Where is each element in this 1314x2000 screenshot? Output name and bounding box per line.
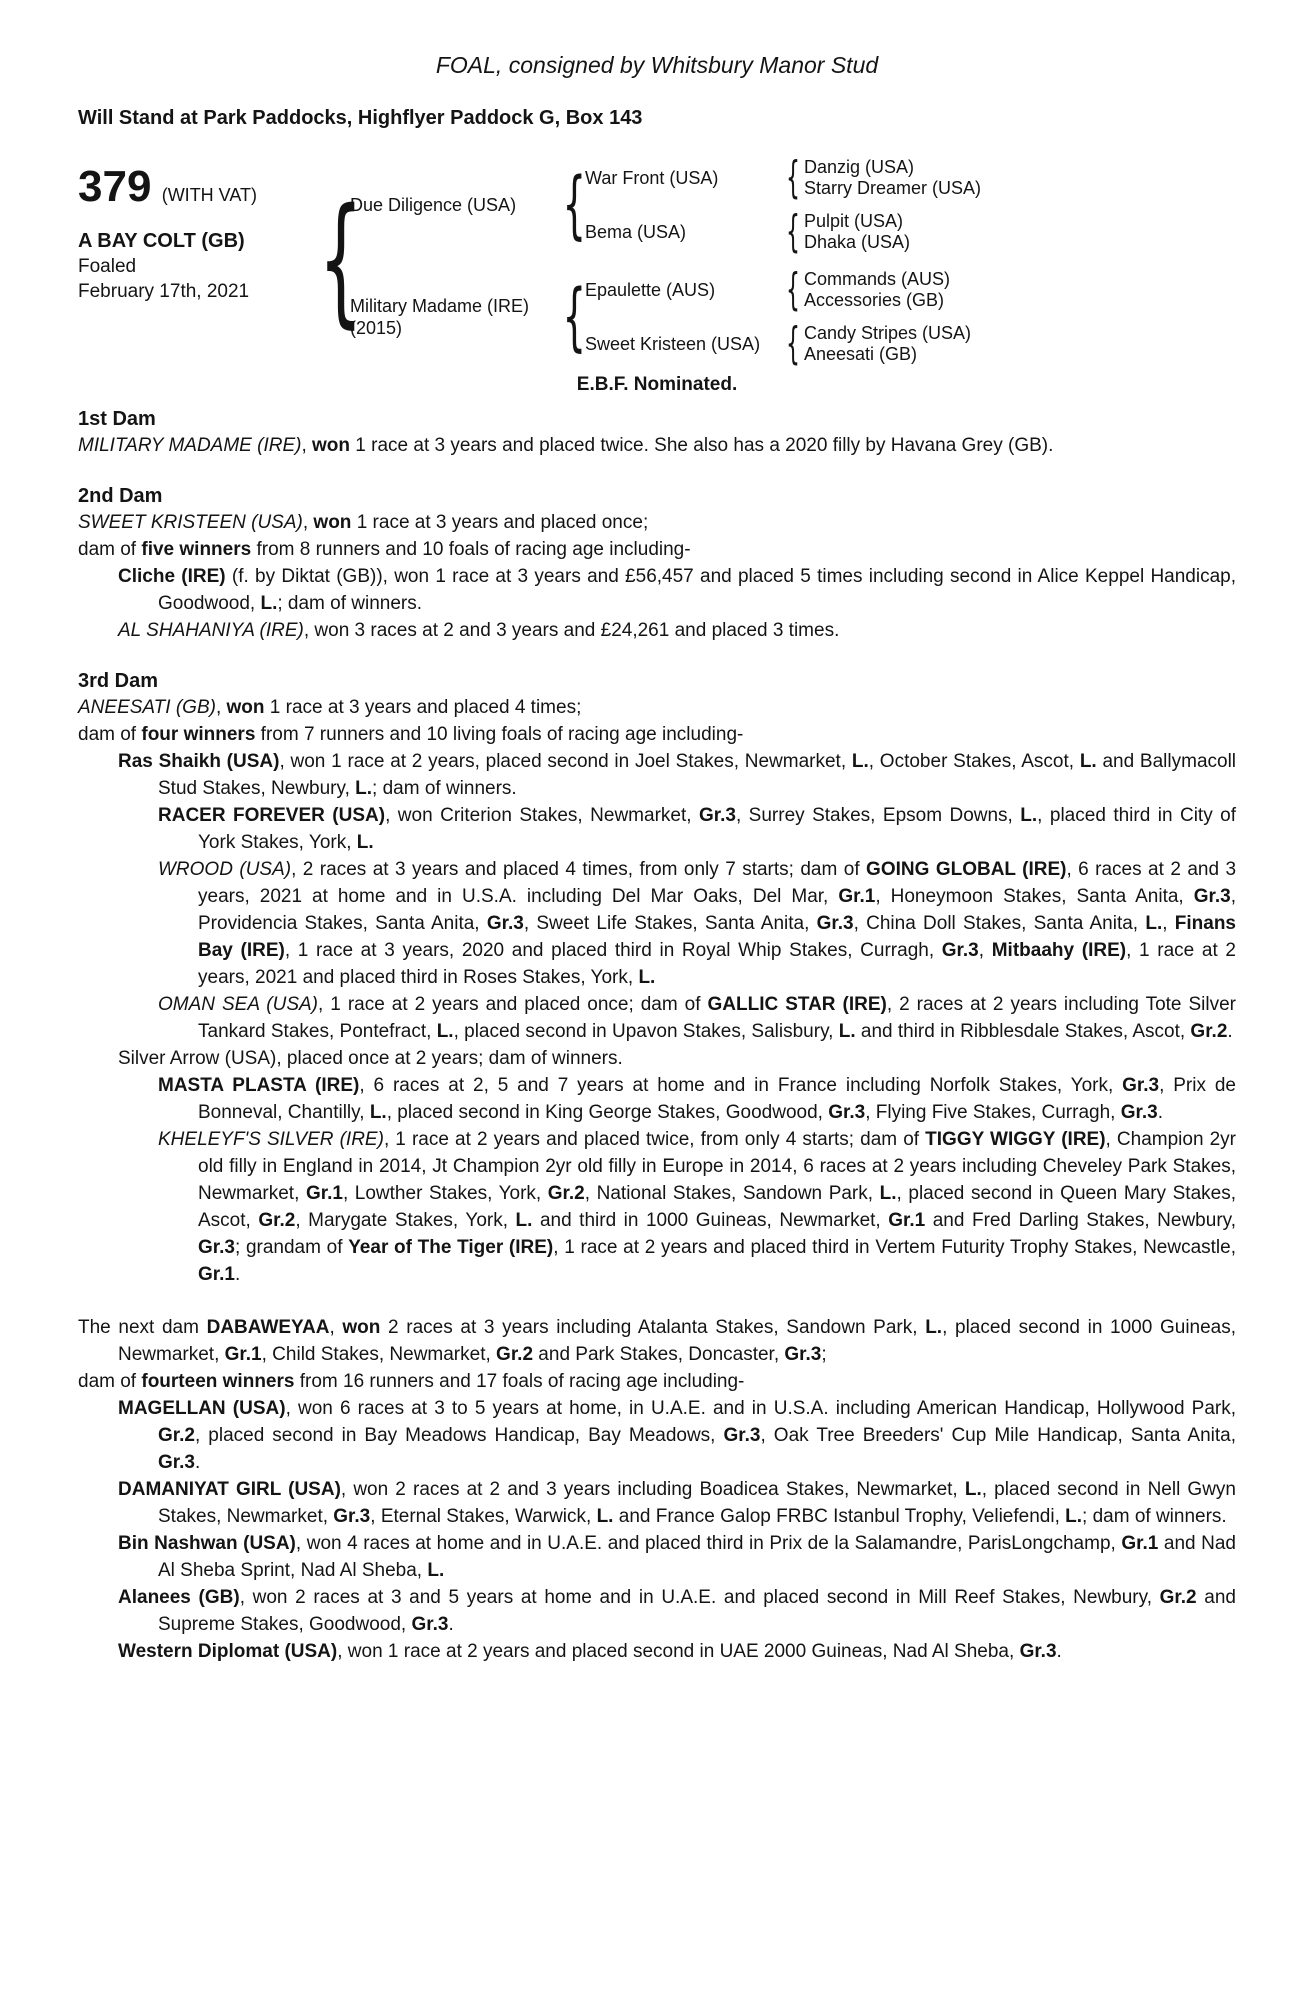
text-run: , Sweet Life Stakes, Santa Anita, xyxy=(523,913,817,934)
pedigree-brace-gen1: { xyxy=(318,179,364,342)
text-run: L. xyxy=(925,1317,943,1338)
text-run: L. xyxy=(1079,751,1097,772)
text-run: , 1 race at 2 years and placed third in Vertem Futurity Trophy Stakes, Newcastle, xyxy=(553,1237,1236,1258)
text-run: Gr.2 xyxy=(158,1425,195,1446)
text-run: Bin Nashwan (USA) xyxy=(118,1533,296,1554)
dam-group xyxy=(350,264,981,369)
text-run: Gr.3 xyxy=(1122,1075,1160,1096)
text-run: , Surrey Stakes, Epsom Downs, xyxy=(735,805,1021,826)
text-run: , Eternal Stakes, Warwick, xyxy=(370,1506,597,1527)
great-grandparent-name: Danzig (USA) xyxy=(804,157,915,177)
text-run: (f. by Diktat (GB)), won 1 race at 3 years and £56,457 and placed 5 times including second in Alice Keppel Handicap, Goodwood, xyxy=(158,566,1237,614)
great-grandparents-column xyxy=(804,323,971,365)
text-run: , 1 race at 3 years, 2020 and placed third in Royal Whip Stakes, Curragh, xyxy=(284,940,942,961)
text-run: DAMANIYAT GIRL (USA) xyxy=(118,1479,341,1500)
granddam-name: Bema (USA) xyxy=(585,221,687,242)
lot-number: 379 xyxy=(78,162,152,211)
text-run: , placed second in Upavon Stakes, Salisbury, xyxy=(453,1021,839,1042)
text-run: from 8 runners and 10 foals of racing age including- xyxy=(251,539,691,560)
text-run: Gr.2 xyxy=(496,1344,534,1365)
catalogue-paragraph xyxy=(78,617,1236,644)
great-grandparent-name: Starry Dreamer (USA) xyxy=(804,178,982,198)
text-run: , placed second in Queen Mary Stakes, Ascot, xyxy=(198,1183,1236,1231)
text-run: Gr.3 xyxy=(1019,1641,1057,1662)
text-run: Silver Arrow (USA), placed once at 2 years; dam of winners. xyxy=(118,1048,623,1069)
sire-group xyxy=(350,152,982,257)
text-run: MILITARY MADAME (IRE) xyxy=(78,435,302,456)
text-run: , 1 race at 2 years and placed once; dam of xyxy=(318,994,708,1015)
text-run: and Nad Al Sheba Sprint, Nad Al Sheba, xyxy=(158,1533,1236,1581)
pedigree-brace-gen3: { xyxy=(786,264,800,315)
text-run: Gr.3 xyxy=(333,1506,371,1527)
text-run: Gr.3 xyxy=(411,1614,449,1635)
text-run: and Ballymacoll Stud Stakes, Newbury, xyxy=(158,751,1237,799)
text-run: , xyxy=(1162,913,1175,934)
text-run: ANEESATI (GB) xyxy=(78,697,216,718)
catalogue-paragraph xyxy=(78,1476,1236,1530)
text-run: RACER FOREVER (USA) xyxy=(158,805,386,826)
text-run: , 1 race at 2 years and placed twice, from only 4 starts; dam of xyxy=(383,1129,926,1150)
text-run: from 7 runners and 10 living foals of racing age including- xyxy=(255,724,744,745)
section-next-dam xyxy=(78,1314,1236,1665)
text-run: , placed second in King George Stakes, Goodwood, xyxy=(386,1102,829,1123)
catalogue-paragraph xyxy=(78,1638,1236,1665)
text-run: , placed second in Nell Gwyn Stakes, Newmarket, xyxy=(158,1479,1236,1527)
catalogue-paragraph xyxy=(78,1584,1236,1638)
text-run: , Honeymoon Stakes, Santa Anita, xyxy=(875,886,1194,907)
granddam-group xyxy=(585,206,981,257)
text-run: , 2 races at 3 years and placed 4 times, from only 7 starts; dam of xyxy=(291,859,867,880)
text-run: , xyxy=(329,1317,343,1338)
text-run: won xyxy=(313,512,352,533)
text-run: Gr.3 xyxy=(723,1425,761,1446)
text-run: , China Doll Stakes, Santa Anita, xyxy=(853,913,1146,934)
text-run: Year of The Tiger (IRE) xyxy=(348,1237,554,1258)
text-run: Gr.3 xyxy=(698,805,736,826)
catalogue-paragraph xyxy=(78,1395,1236,1476)
text-run: fourteen winners xyxy=(141,1371,295,1392)
sire-name xyxy=(350,194,555,216)
text-run: 1 race at 3 years and placed twice. She also has a 2020 filly by Havana Grey (GB). xyxy=(350,435,1054,456)
text-run: and third in 1000 Guineas, Newmarket, xyxy=(532,1210,889,1231)
text-run: Gr.2 xyxy=(258,1210,296,1231)
dam-year: (2015) xyxy=(350,318,403,338)
text-run: Gr.1 xyxy=(888,1210,926,1231)
text-run: . xyxy=(1157,1102,1163,1123)
text-run: ; dam of winners. xyxy=(1082,1506,1227,1527)
catalogue-paragraph xyxy=(78,721,1236,748)
text-run: and Park Stakes, Doncaster, xyxy=(533,1344,785,1365)
text-run: Gr.3 xyxy=(784,1344,822,1365)
text-run: L. xyxy=(596,1506,614,1527)
text-run: dam of xyxy=(78,1371,142,1392)
text-run: 1 race at 3 years and placed once; xyxy=(351,512,649,533)
grandsire-group xyxy=(585,152,982,203)
text-run: , 6 races at 2 and 3 years, 2021 at home and in U.S.A. including Del Mar Oaks, Del Mar, xyxy=(198,859,1237,907)
text-run: and Supreme Stakes, Goodwood, xyxy=(158,1587,1236,1635)
grandsire-name: Epaulette (AUS) xyxy=(585,279,716,300)
text-run: Gr.3 xyxy=(816,913,854,934)
section-heading: 1st Dam xyxy=(78,408,156,430)
pedigree-brace-gen2: { xyxy=(562,274,587,360)
section-2nd-dam xyxy=(78,485,1236,644)
text-run: Gr.2 xyxy=(1190,1021,1228,1042)
pedigree-table xyxy=(78,152,1236,369)
text-run: Mitbaahy (IRE) xyxy=(991,940,1127,961)
text-run: Ras Shaikh (USA) xyxy=(118,751,280,772)
text-run: won xyxy=(226,697,265,718)
text-run: five winners xyxy=(141,539,252,560)
catalogue-paragraph xyxy=(78,991,1236,1045)
text-run: Western Diplomat (USA) xyxy=(118,1641,338,1662)
horse-name: A BAY COLT (GB) xyxy=(78,230,245,252)
text-run: GALLIC STAR (IRE) xyxy=(707,994,887,1015)
text-run: L. xyxy=(879,1183,897,1204)
catalogue-paragraph xyxy=(78,563,1236,617)
text-run: The next dam xyxy=(78,1317,207,1338)
text-run: Gr.2 xyxy=(1159,1587,1197,1608)
text-run: Gr.1 xyxy=(305,1183,343,1204)
text-run: Gr.3 xyxy=(198,1237,235,1258)
text-run: L. xyxy=(356,832,374,853)
great-grandparents-column xyxy=(804,157,981,199)
text-run: and Fred Darling Stakes, Newbury, xyxy=(925,1210,1237,1231)
text-run: . xyxy=(194,1452,201,1473)
section-heading: 2nd Dam xyxy=(78,485,163,507)
text-run: L. xyxy=(638,967,656,988)
text-run: AL SHAHANIYA (IRE) xyxy=(118,620,304,641)
text-run: L. xyxy=(355,778,373,799)
text-run: . xyxy=(234,1264,241,1285)
lot-line xyxy=(78,162,308,212)
text-run: , Prix de Bonneval, Chantilly, xyxy=(198,1075,1236,1123)
text-run: Gr.3 xyxy=(1120,1102,1158,1123)
catalogue-paragraph xyxy=(78,1072,1236,1126)
pedigree-brace-gen3: { xyxy=(786,318,800,369)
dam-grandparents-column xyxy=(585,264,972,369)
catalogue-paragraph xyxy=(78,694,1236,721)
catalogue-paragraph xyxy=(78,1314,1236,1368)
section-3rd-dam xyxy=(78,670,1236,1288)
text-run: , won 6 races at 3 to 5 years at home, in U.A.E. and in U.S.A. including American Handicap, Hollywood Park, xyxy=(285,1398,1237,1419)
text-run: L. xyxy=(1065,1506,1083,1527)
text-run: , Marygate Stakes, York, xyxy=(295,1210,516,1231)
great-grandparents-column xyxy=(804,269,950,311)
text-run: , won Criterion Stakes, Newmarket, xyxy=(385,805,699,826)
catalogue-paragraph xyxy=(78,802,1236,856)
catalogue-paragraph xyxy=(78,509,1236,536)
catalogue-paragraph xyxy=(78,536,1236,563)
text-run: , xyxy=(978,940,992,961)
text-run: , 1 race at 2 years, 2021 and placed third in Roses Stakes, York, xyxy=(198,940,1236,988)
text-run: Gr.3 xyxy=(828,1102,866,1123)
text-run: , won 1 race at 2 years and placed second in UAE 2000 Guineas, Nad Al Sheba, xyxy=(337,1641,1020,1662)
sire-name-text: Due Diligence (USA) xyxy=(350,195,517,215)
text-run: from 16 runners and 17 foals of racing age including- xyxy=(294,1371,745,1392)
grandsire-group xyxy=(585,264,971,315)
text-run: and third in Ribblesdale Stakes, Ascot, xyxy=(855,1021,1191,1042)
catalogue-paragraph xyxy=(78,1368,1236,1395)
text-run: L. xyxy=(260,593,278,614)
text-run: , Champion 2yr old filly in England in 2014, Jt Champion 2yr old filly in Europe in 2014, 6 races at 2 years including Cheveley Park Stakes, Newmarket, xyxy=(198,1129,1237,1204)
foaled-label: Foaled xyxy=(78,256,137,277)
text-run: , 6 races at 2, 5 and 7 years at home and in France including Norfolk Stakes, York, xyxy=(359,1075,1123,1096)
pedigree-brace-gen3: { xyxy=(786,206,800,257)
grandsire-name: War Front (USA) xyxy=(585,167,719,188)
text-run: and France Galop FRBC Istanbul Trophy, Veliefendi, xyxy=(613,1506,1066,1527)
pedigree-tree xyxy=(308,152,982,369)
text-run: L. xyxy=(838,1021,856,1042)
catalogue-paragraph xyxy=(78,748,1236,802)
text-run: OMAN SEA (USA) xyxy=(158,994,319,1015)
text-run: won xyxy=(342,1317,381,1338)
catalogue-paragraph xyxy=(78,1045,1236,1072)
great-grandparent-name: Commands (AUS) xyxy=(804,269,951,289)
text-run: L. xyxy=(1145,913,1163,934)
page-title: FOAL, consigned by Whitsbury Manor Stud xyxy=(435,52,879,78)
parents-column xyxy=(350,152,982,369)
granddam-name: Sweet Kristeen (USA) xyxy=(585,333,761,354)
text-run: won xyxy=(312,435,351,456)
text-run: , Oak Tree Breeders' Cup Mile Handicap, Santa Anita, xyxy=(760,1425,1236,1446)
foaled-date: February 17th, 2021 xyxy=(78,281,250,302)
great-grandparent-name: Accessories (GB) xyxy=(804,290,945,310)
text-run: ; dam of winners. xyxy=(277,593,423,614)
text-run: Gr.3 xyxy=(158,1452,195,1473)
vat-note: (WITH VAT) xyxy=(161,185,258,205)
text-run: Gr.1 xyxy=(198,1264,235,1285)
pedigree-brace-gen3: { xyxy=(786,152,800,203)
text-run: , won 3 races at 2 and 3 years and £24,261 and placed 3 times. xyxy=(303,620,840,641)
great-grandparent-name: Aneesati (GB) xyxy=(804,344,918,364)
text-run: L. xyxy=(369,1102,387,1123)
text-run: SWEET KRISTEEN (USA) xyxy=(78,512,303,533)
great-grandparents-column xyxy=(804,211,910,253)
text-run: . xyxy=(1227,1021,1233,1042)
catalogue-paragraph xyxy=(78,1530,1236,1584)
text-run: . xyxy=(1056,1641,1062,1662)
text-run: MAGELLAN (USA) xyxy=(118,1398,286,1419)
text-run: GOING GLOBAL (IRE) xyxy=(866,859,1067,880)
text-run: Gr.1 xyxy=(838,886,876,907)
ebf-nominated: E.B.F. Nominated. xyxy=(576,374,738,395)
text-run: L. xyxy=(436,1021,454,1042)
granddam-group xyxy=(585,318,972,369)
text-run: Gr.2 xyxy=(547,1183,585,1204)
text-run: four winners xyxy=(141,724,256,745)
text-run: ; grandam of xyxy=(234,1237,349,1258)
sire-grandparents-column xyxy=(585,152,982,257)
text-run: L. xyxy=(964,1479,982,1500)
great-grandparent-name: Dhaka (USA) xyxy=(804,232,911,252)
text-run: , 2 races at 2 years including Tote Silver Tankard Stakes, Pontefract, xyxy=(198,994,1236,1042)
text-run: , Child Stakes, Newmarket, xyxy=(261,1344,497,1365)
catalogue-paragraph xyxy=(78,856,1236,991)
stand-location: Will Stand at Park Paddocks, Highflyer Paddock G, Box 143 xyxy=(78,107,643,129)
text-run: Cliche (IRE) xyxy=(118,566,226,587)
section-1st-dam xyxy=(78,408,1236,459)
text-run: L. xyxy=(515,1210,533,1231)
text-run: 1 race at 3 years and placed 4 times; xyxy=(264,697,582,718)
text-run: WROOD (USA) xyxy=(158,859,292,880)
text-run: 2 races at 3 years including Atalanta Stakes, Sandown Park, xyxy=(380,1317,926,1338)
lot-info xyxy=(78,156,308,303)
text-run: , won 1 race at 2 years, placed second in Joel Stakes, Newmarket, xyxy=(279,751,852,772)
text-run: , placed second in 1000 Guineas, Newmarket, xyxy=(118,1317,1237,1365)
text-run: dam of xyxy=(78,539,142,560)
text-run: Gr.3 xyxy=(1193,886,1231,907)
dam-name-text: Military Madame (IRE) xyxy=(350,296,530,316)
text-run: ; dam of winners. xyxy=(372,778,517,799)
text-run: ; xyxy=(821,1344,827,1365)
text-run: Gr.1 xyxy=(1121,1533,1159,1554)
great-grandparent-name: Candy Stripes (USA) xyxy=(804,323,972,343)
dam-name xyxy=(350,295,555,339)
text-run: , won 4 races at home and in U.A.E. and placed third in Prix de la Salamandre, ParisLongchamp, xyxy=(295,1533,1122,1554)
text-run: , xyxy=(302,512,314,533)
text-run: DABAWEYAA xyxy=(206,1317,330,1338)
pedigree-brace-gen2: { xyxy=(562,162,587,248)
text-run: MASTA PLASTA (IRE) xyxy=(158,1075,360,1096)
text-run: Gr.3 xyxy=(486,913,524,934)
text-run: . xyxy=(448,1614,454,1635)
text-run: dam of xyxy=(78,724,142,745)
text-run: Gr.3 xyxy=(941,940,979,961)
text-run: , won 2 races at 2 and 3 years including Boadicea Stakes, Newmarket, xyxy=(340,1479,965,1500)
text-run: L. xyxy=(427,1560,445,1581)
text-run: , placed third in City of York Stakes, York, xyxy=(198,805,1236,853)
text-run: , Lowther Stakes, York, xyxy=(342,1183,548,1204)
text-run: Gr.1 xyxy=(224,1344,262,1365)
text-run: Finans Bay (IRE) xyxy=(198,913,1236,961)
catalogue-paragraph xyxy=(78,1126,1236,1288)
text-run: , October Stakes, Ascot, xyxy=(868,751,1080,772)
text-run: , placed second in Bay Meadows Handicap, Bay Meadows, xyxy=(194,1425,724,1446)
text-run: , Providencia Stakes, Santa Anita, xyxy=(198,886,1236,934)
text-run: , won 2 races at 3 and 5 years at home and in U.A.E. and placed second in Mill Reef Stakes, Newbury, xyxy=(239,1587,1160,1608)
text-run: , xyxy=(215,697,227,718)
text-run: L. xyxy=(1020,805,1038,826)
catalogue-paragraph xyxy=(78,432,1236,459)
text-run: , xyxy=(301,435,313,456)
text-run: Alanees (GB) xyxy=(118,1587,240,1608)
great-grandparent-name: Pulpit (USA) xyxy=(804,211,904,231)
text-run: KHELEYF'S SILVER (IRE) xyxy=(158,1129,384,1150)
section-heading: 3rd Dam xyxy=(78,670,159,692)
text-run: , Flying Five Stakes, Curragh, xyxy=(865,1102,1121,1123)
text-run: , National Stakes, Sandown Park, xyxy=(584,1183,880,1204)
text-run: L. xyxy=(851,751,869,772)
text-run: TIGGY WIGGY (IRE) xyxy=(925,1129,1106,1150)
